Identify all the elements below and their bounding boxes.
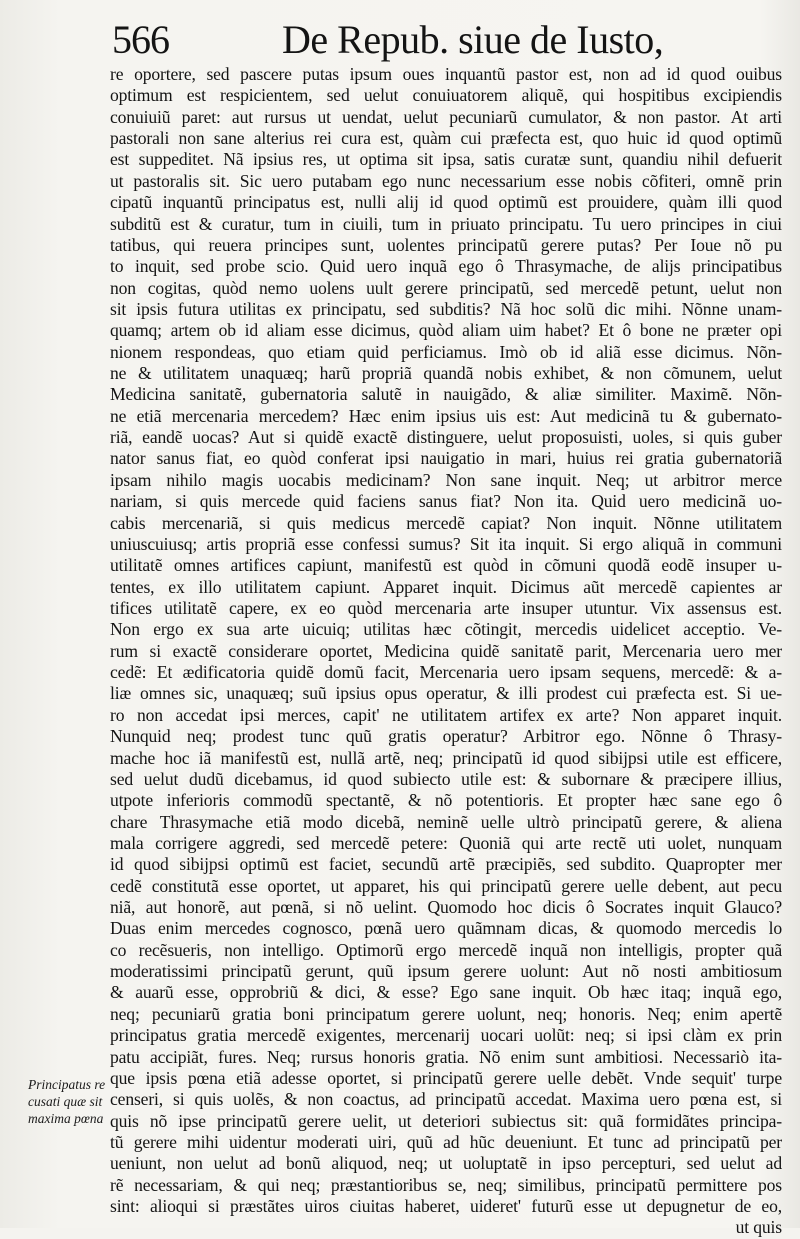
text-line: cipatũ inquantũ principatus est, nulli alij id quod optimũ est prouidere, quàm illi quod (110, 192, 782, 213)
text-line: uniuscuiusq; artis propriã esse confessi sumus? Sit ita inquit. Si ergo aliquã in communi (110, 533, 782, 554)
text-line: moderatissimi principatũ gerunt, quũ ipsum gerere uolunt: Aut nõ nosti ambitiosum (110, 961, 782, 982)
text-line: niã, aut honorẽ, aut pœnã, si nõ uelint. Quomodo hoc dicis ô Socrates inquit Glauco? (110, 897, 782, 918)
page-number: 566 (112, 17, 169, 62)
text-line: ut pastoralis sit. Sic uero putabam ego nunc necessarium esse nobis cõfiteri, omnẽ prin (110, 170, 782, 191)
text-line: que ipsis pœna etiã adesse oportet, si principatũ gerere uelle debẽt. Vnde sequit' turpe (110, 1067, 782, 1088)
text-line: Non ergo ex sua arte uicuiq; utilitas hæc cõtingit, mercedis uidelicet acceptio. Ve- (110, 619, 782, 640)
text-line: tatibus, qui reuera principes sunt, uolentes principatũ gerere putas? Per Ioue nõ pu (110, 234, 782, 255)
text-line: riã, eandẽ uocas? Aut si quidẽ exactẽ distinguere, uelut proposuisti, uoles, si quis guber (110, 427, 782, 448)
text-line: to inquit, sed probe scio. Quid uero inquã ego ô Thrasymache, de alijs principatibus (110, 256, 782, 277)
text-line: subditũ est & curatur, tum in ciuili, tum in priuato principatu. Tu uero principes in ciui (110, 213, 782, 234)
text-line: rum si exactẽ considerare oportet, Medicina quidẽ sanitatẽ parit, Mercenaria uero mer (110, 640, 782, 661)
text-line: pastorali non sane alterius rei cura est, quàm cui præfecta est, quo huic id quod optimũ (110, 128, 782, 149)
text-line: ro non accedat ipsi merces, capit' ne utilitatem artifex ex arte? Non apparet inquit. (110, 704, 782, 725)
text-line: chare Thrasymache etiã modo dicebã, neminẽ uelle ultrò principatũ gerere, & aliena (110, 811, 782, 832)
text-line: quamq; artem ob id aliam esse dicimus, quòd aliam uim habet? Et ô bone ne præter opi (110, 320, 782, 341)
text-line: neq; pecuniarũ gratia boni principatum gerere uolunt, neq; honoris. Neq; enim apertẽ (110, 1003, 782, 1024)
text-line: tentes, ex illo utilitatem capiunt. Apparet inquit. Dicimus aũt mercedẽ capientes ar (110, 576, 782, 597)
text-line: quis nõ ipse principatũ gerere uelit, ut deteriori subiectus sit: quã formidãtes principa- (110, 1110, 782, 1131)
page-header (92, 14, 752, 64)
text-line: principatus gratia mercedẽ exigentes, mercenarij uocari uolũt: neq; si ipsi clàm ex prin (110, 1025, 782, 1046)
text-line: re oportere, sed pascere putas ipsum oues inquantũ pastor est, non ad id quod ouibus (110, 64, 782, 84)
text-line: ut quis (735, 1217, 782, 1238)
marginal-note-line: cusati quæ sit (28, 1094, 103, 1109)
text-line: conuiuiũ paret: aut rursus ut uendat, uelut pecuniarũ cumulator, & non pastor. At arti (110, 106, 782, 127)
text-line: sit ipsis futura utilitas ex principatu, sed subditis? Nã hoc solũ dic mihi. Nõnne unam- (110, 298, 782, 319)
text-line: optimum est respicientem, sed uelut conuiuatorem aliquẽ, qui hospitibus excipiendis (110, 85, 782, 106)
text-line: sed uelut dudũ dicebamus, id quod subiecto utile est: & subornare & præcipere illius, (110, 768, 782, 789)
text-line: utpote inferioris commodũ spectantẽ, & nõ potentioris. Et propter hæc sane ego ô (110, 790, 782, 811)
text-line: mache hoc iã manifestũ est, nullã artẽ, neq; principatũ id quod sibijpsi utile est efficere, (110, 747, 782, 768)
main-text-block (110, 64, 782, 1239)
text-line: rẽ necessariam, & qui neq; præstantioribus se, neq; similibus, principatũ permittere pos (110, 1174, 782, 1195)
text-line: nionem respondeas, quo etiam quid perficiamus. Imò ob id aliã esse dicimus. Nõn- (110, 341, 782, 362)
text-line: nariam, si quis mercede quid faciens sanus fiat? Non ita. Quid uero medicinã uo- (110, 491, 782, 512)
text-line: ne etiã mercenaria mercedem? Hæc enim ipsius uis est: Aut medicinã tu & gubernato- (110, 405, 782, 426)
text-line: liæ omnes sic, unaquæq; suũ ipsius opus operatur, & illi prodest cui præfecta est. Si ue- (110, 683, 782, 704)
text-line: co recẽsueris, non intelligo. Optimorũ ergo mercedẽ inquã non intelligis, propter quã (110, 939, 782, 960)
text-line: Nunquid neq; prodest tunc quũ gratis operatur? Arbitror ego. Nõnne ô Thrasy- (110, 726, 782, 747)
text-line: Medicina sanitatẽ, gubernatoria salutẽ in nauigãdo, & aliæ similiter. Maximẽ. Nõn- (110, 384, 782, 405)
text-line: & auarũ esse, opprobriũ & dici, & esse? Ego sane inquit. Ob hæc itaq; inquã ego, (110, 982, 782, 1003)
text-line: est suppeditet. Nã ipsius res, ut optima sit ipsa, satis curatæ sunt, quandiu nihil defuerit (110, 149, 782, 170)
text-line: tifices utilitatẽ capere, ex eo quòd mercenaria arte insuper utuntur. Vix assensus est. (110, 597, 782, 618)
text-line: mala corrigere aggredi, sed mercedẽ petere: Quoniã qui arte rectẽ uti uolet, nunquam (110, 832, 782, 853)
text-line: sint: alioqui si præstãtes uiros ciuitas haberet, uideret' futurũ esse ut depugnetur de eo, (110, 1196, 782, 1217)
marginal-note (28, 1076, 114, 1127)
text-line: ueniunt, non uelut ad bonũ aliquod, neq; ut uoluptatẽ in ipso percepturi, sed uelut ad (110, 1153, 782, 1174)
text-line: patu accipiãt, fures. Neq; rursus honoris gratia. Nõ enim sunt ambitiosi. Necessariò ita- (110, 1046, 782, 1067)
text-line: tũ gerere mihi uidentur moderati uiri, quũ ad hũc deueniunt. Et tunc ad principatũ per (110, 1131, 782, 1152)
text-line: utilitatẽ omnes artifices capiunt, manifestũ est quòd in cõmuni quodã eodẽ insuper u- (110, 555, 782, 576)
running-title: De Repub. siue de Iusto, (282, 17, 664, 62)
text-line: Duas enim mercedes cognosco, pœnã uero quãmnam dicas, & quomodo mercedis lo (110, 918, 782, 939)
text-line: id quod sibijpsi optimũ est faciet, secundũ artẽ præcipiẽs, sed subdito. Quapropter mer (110, 854, 782, 875)
text-line: censeri, si quis uolẽs, & non coactus, ad principatũ accedat. Maxima uero pœna est, si (110, 1089, 782, 1110)
text-line: ne & utilitatem unaquæq; harũ propriã quandã nobis exhibet, & non cõmunem, uelut (110, 363, 782, 384)
text-line: nator sanus fiat, eo quòd conferat ipsi nauigatio in mari, huius rei gratia gubernatoriã (110, 448, 782, 469)
text-line: ipsam nihilo magis uocabis medicinam? Non sane inquit. Neq; ut arbitror merce (110, 469, 782, 490)
marginal-note-line: maxima pœna (28, 1111, 104, 1126)
text-line: non cogitas, quòd nemo uolens uult gerere principatũ, sed mercedẽ petunt, uelut non (110, 277, 782, 298)
marginal-note-line: Principatus re (28, 1077, 106, 1092)
text-line: cedẽ: Et ædificatoria quidẽ domũ facit, Mercenaria uero ipsam sequens, mercedẽ: & a- (110, 662, 782, 683)
text-line: cedẽ constitutã esse oportet, ut apparet, his qui principatũ gerere uelle debent, aut pecu (110, 875, 782, 896)
text-line: cabis mercenariã, si quis medicus mercedẽ capiat? Non inquit. Nõnne utilitatem (110, 512, 782, 533)
